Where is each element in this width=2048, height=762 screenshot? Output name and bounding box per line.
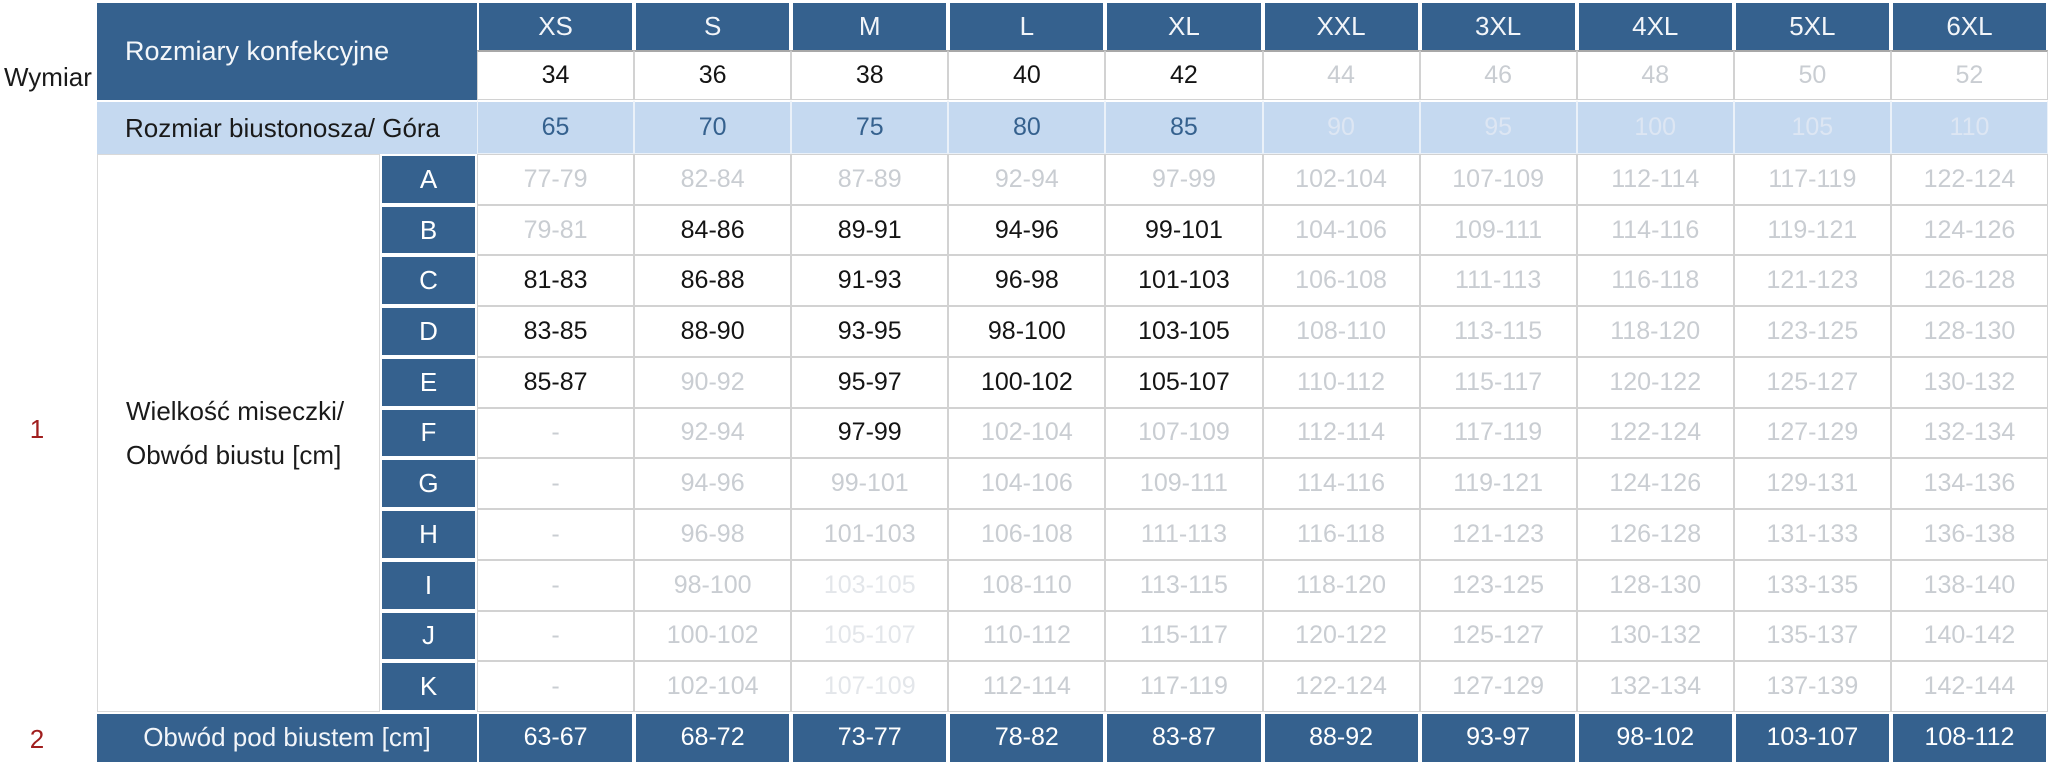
band-size-cell: 65 [477, 100, 634, 154]
cup-range-cell: 113-115 [1105, 560, 1262, 611]
cup-letter-cell: F [380, 408, 477, 459]
cup-range-cell: - [477, 458, 634, 509]
cup-range-cell: 108-110 [1263, 306, 1420, 357]
cup-range-cell: 79-81 [477, 205, 634, 256]
cup-range-cell: 118-120 [1577, 306, 1734, 357]
cup-letter-cell: D [380, 306, 477, 357]
cup-range-cell: 118-120 [1263, 560, 1420, 611]
cup-letter-cell: A [380, 154, 477, 205]
size-header-cell: S [634, 0, 791, 50]
underbust-cell: 108-112 [1891, 712, 2048, 762]
cup-range-cell: 120-122 [1577, 357, 1734, 408]
underbust-cell: 103-107 [1734, 712, 1891, 762]
cup-range-cell: 91-93 [791, 255, 948, 306]
cup-range-cell: 131-133 [1734, 509, 1891, 560]
cup-range-cell: 96-98 [948, 255, 1105, 306]
cup-range-cell: 94-96 [634, 458, 791, 509]
cup-letter-cell: I [380, 560, 477, 611]
size-header-cell: XL [1105, 0, 1262, 50]
cup-range-cell: 140-142 [1891, 611, 2048, 662]
cup-range-cell: - [477, 509, 634, 560]
cup-range-cell: 123-125 [1420, 560, 1577, 611]
cup-range-cell: 106-108 [948, 509, 1105, 560]
cup-range-cell: 132-134 [1577, 661, 1734, 712]
cup-range-cell: 111-113 [1420, 255, 1577, 306]
confection-size-cell: 42 [1105, 50, 1262, 100]
cup-range-cell: 87-89 [791, 154, 948, 205]
confection-size-cell: 36 [634, 50, 791, 100]
cup-range-cell: 111-113 [1105, 509, 1262, 560]
underbust-cell: 83-87 [1105, 712, 1262, 762]
cup-range-cell: 107-109 [791, 661, 948, 712]
cup-range-cell: 99-101 [1105, 205, 1262, 256]
size-header-cell: XXL [1263, 0, 1420, 50]
cup-range-cell: 132-134 [1891, 408, 2048, 459]
underbust-cell: 68-72 [634, 712, 791, 762]
size-table [97, 0, 2048, 762]
cup-range-cell: 122-124 [1577, 408, 1734, 459]
cup-range-cell: 90-92 [634, 357, 791, 408]
cup-range-cell: 114-116 [1577, 205, 1734, 256]
confection-size-cell: 34 [477, 50, 634, 100]
cup-range-cell: 126-128 [1577, 509, 1734, 560]
band-size-cell: 75 [791, 100, 948, 154]
cup-range-cell: 121-123 [1420, 509, 1577, 560]
size-header-cell: XS [477, 0, 634, 50]
cup-range-cell: 115-117 [1420, 357, 1577, 408]
cup-range-cell: 117-119 [1105, 661, 1262, 712]
cup-range-cell: - [477, 611, 634, 662]
cup-range-cell: 128-130 [1577, 560, 1734, 611]
cup-range-cell: 101-103 [1105, 255, 1262, 306]
cup-range-cell: 130-132 [1577, 611, 1734, 662]
cup-range-cell: 127-129 [1734, 408, 1891, 459]
cup-range-cell: 105-107 [1105, 357, 1262, 408]
confection-size-cell: 44 [1263, 50, 1420, 100]
band-size-cell: 95 [1420, 100, 1577, 154]
cup-range-cell: 129-131 [1734, 458, 1891, 509]
confection-sizes-label: Rozmiary konfekcyjne [97, 0, 477, 100]
underbust-cell: 93-97 [1420, 712, 1577, 762]
cup-letter-cell: J [380, 611, 477, 662]
underbust-cell: 88-92 [1263, 712, 1420, 762]
cup-range-cell: 99-101 [791, 458, 948, 509]
band-size-cell: 110 [1891, 100, 2048, 154]
cup-range-cell: 137-139 [1734, 661, 1891, 712]
cup-range-cell: 109-111 [1105, 458, 1262, 509]
cup-range-cell: 112-114 [948, 661, 1105, 712]
underbust-label: Obwód pod biustem [cm] [97, 712, 477, 762]
confection-size-cell: 50 [1734, 50, 1891, 100]
size-header-cell: 6XL [1891, 0, 2048, 50]
cup-range-cell: 85-87 [477, 357, 634, 408]
cup-range-cell: 107-109 [1420, 154, 1577, 205]
cup-range-cell: 88-90 [634, 306, 791, 357]
cup-range-cell: 82-84 [634, 154, 791, 205]
cup-range-cell: 113-115 [1420, 306, 1577, 357]
cup-range-cell: 100-102 [948, 357, 1105, 408]
size-header-cell: 3XL [1420, 0, 1577, 50]
size-header-cell: 5XL [1734, 0, 1891, 50]
confection-size-cell: 48 [1577, 50, 1734, 100]
cup-range-cell: 125-127 [1734, 357, 1891, 408]
confection-size-cell: 46 [1420, 50, 1577, 100]
cup-range-cell: 95-97 [791, 357, 948, 408]
cup-range-cell: 103-105 [791, 560, 948, 611]
cup-range-cell: 127-129 [1420, 661, 1577, 712]
cup-range-cell: 122-124 [1263, 661, 1420, 712]
size-header-cell: L [948, 0, 1105, 50]
cup-range-cell: 117-119 [1420, 408, 1577, 459]
cup-range-cell: 89-91 [791, 205, 948, 256]
cup-range-cell: 83-85 [477, 306, 634, 357]
underbust-cell: 63-67 [477, 712, 634, 762]
cup-size-label-line2: Obwód biustu [cm] [126, 439, 342, 470]
cup-range-cell: 97-99 [791, 408, 948, 459]
cup-range-cell: 128-130 [1891, 306, 2048, 357]
underbust-cell: 98-102 [1577, 712, 1734, 762]
row-marker-1: 1 [29, 414, 45, 444]
cup-range-cell: 97-99 [1105, 154, 1262, 205]
cup-range-cell: 108-110 [948, 560, 1105, 611]
cup-range-cell: 86-88 [634, 255, 791, 306]
underbust-cell: 78-82 [948, 712, 1105, 762]
row-marker-2: 2 [29, 724, 45, 754]
cup-range-cell: 104-106 [1263, 205, 1420, 256]
cup-range-cell: 93-95 [791, 306, 948, 357]
band-size-label: Rozmiar biustonosza/ Góra [97, 100, 477, 154]
band-size-cell: 105 [1734, 100, 1891, 154]
cup-range-cell: 123-125 [1734, 306, 1891, 357]
confection-size-cell: 38 [791, 50, 948, 100]
cup-range-cell: 98-100 [948, 306, 1105, 357]
cup-range-cell: 98-100 [634, 560, 791, 611]
band-size-cell: 90 [1263, 100, 1420, 154]
cup-letter-cell: C [380, 255, 477, 306]
cup-letter-cell: G [380, 458, 477, 509]
dimension-label: Wymiar [4, 62, 92, 92]
cup-range-cell: 119-121 [1420, 458, 1577, 509]
cup-range-cell: 138-140 [1891, 560, 2048, 611]
size-header-cell: 4XL [1577, 0, 1734, 50]
cup-range-cell: 115-117 [1105, 611, 1262, 662]
cup-range-cell: 121-123 [1734, 255, 1891, 306]
cup-range-cell: 112-114 [1263, 408, 1420, 459]
cup-range-cell: 96-98 [634, 509, 791, 560]
underbust-cell: 73-77 [791, 712, 948, 762]
cup-range-cell: 142-144 [1891, 661, 2048, 712]
cup-range-cell: - [477, 408, 634, 459]
cup-range-cell: 112-114 [1577, 154, 1734, 205]
cup-size-label-line1: Wielkość miseczki/ [126, 395, 345, 426]
cup-range-cell: 125-127 [1420, 611, 1577, 662]
confection-size-cell: 40 [948, 50, 1105, 100]
cup-range-cell: 100-102 [634, 611, 791, 662]
size-header-cell: M [791, 0, 948, 50]
cup-range-cell: - [477, 560, 634, 611]
cup-range-cell: 135-137 [1734, 611, 1891, 662]
cup-range-cell: - [477, 661, 634, 712]
cup-size-label [97, 154, 380, 712]
cup-letter-cell: B [380, 205, 477, 256]
cup-range-cell: 120-122 [1263, 611, 1420, 662]
cup-range-cell: 105-107 [791, 611, 948, 662]
cup-range-cell: 136-138 [1891, 509, 2048, 560]
cup-range-cell: 126-128 [1891, 255, 2048, 306]
cup-range-cell: 102-104 [634, 661, 791, 712]
cup-range-cell: 110-112 [948, 611, 1105, 662]
band-size-cell: 70 [634, 100, 791, 154]
band-size-cell: 85 [1105, 100, 1262, 154]
cup-range-cell: 124-126 [1577, 458, 1734, 509]
cup-range-cell: 102-104 [1263, 154, 1420, 205]
cup-range-cell: 77-79 [477, 154, 634, 205]
cup-range-cell: 124-126 [1891, 205, 2048, 256]
cup-range-cell: 114-116 [1263, 458, 1420, 509]
cup-range-cell: 130-132 [1891, 357, 2048, 408]
confection-size-cell: 52 [1891, 50, 2048, 100]
cup-range-cell: 101-103 [791, 509, 948, 560]
cup-range-cell: 106-108 [1263, 255, 1420, 306]
cup-range-cell: 134-136 [1891, 458, 2048, 509]
cup-range-cell: 81-83 [477, 255, 634, 306]
cup-letter-cell: K [380, 661, 477, 712]
cup-range-cell: 102-104 [948, 408, 1105, 459]
cup-letter-cell: E [380, 357, 477, 408]
cup-letter-cell: H [380, 509, 477, 560]
cup-range-cell: 117-119 [1734, 154, 1891, 205]
cup-range-cell: 103-105 [1105, 306, 1262, 357]
cup-range-cell: 109-111 [1420, 205, 1577, 256]
cup-range-cell: 92-94 [634, 408, 791, 459]
band-size-cell: 100 [1577, 100, 1734, 154]
cup-range-cell: 84-86 [634, 205, 791, 256]
cup-range-cell: 94-96 [948, 205, 1105, 256]
cup-range-cell: 122-124 [1891, 154, 2048, 205]
cup-range-cell: 92-94 [948, 154, 1105, 205]
cup-range-cell: 110-112 [1263, 357, 1420, 408]
cup-range-cell: 116-118 [1263, 509, 1420, 560]
band-size-cell: 80 [948, 100, 1105, 154]
cup-range-cell: 133-135 [1734, 560, 1891, 611]
cup-range-cell: 104-106 [948, 458, 1105, 509]
cup-range-cell: 116-118 [1577, 255, 1734, 306]
cup-range-cell: 119-121 [1734, 205, 1891, 256]
cup-range-cell: 107-109 [1105, 408, 1262, 459]
